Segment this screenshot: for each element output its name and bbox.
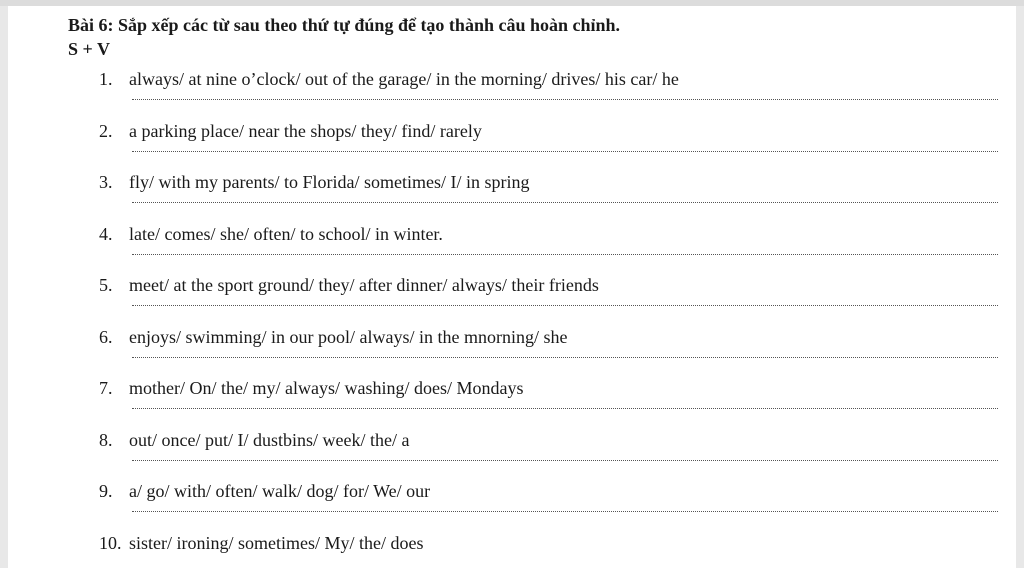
item-number: 9. (99, 481, 113, 501)
item-number: 8. (99, 429, 113, 450)
answer-line (132, 151, 998, 152)
item-prompt: sister/ ironing/ sometimes/ My/ the/ does (129, 532, 424, 553)
item-prompt: meet/ at the sport ground/ they/ after dinner/ always/ their friends (129, 275, 599, 295)
item-prompt: late/ comes/ she/ often/ to school/ in winter. (129, 223, 443, 244)
document-page (8, 6, 1016, 568)
exercise-item-9 (68, 480, 1008, 532)
item-prompt: a/ go/ with/ often/ walk/ dog/ for/ We/ our (129, 481, 431, 501)
exercise-content (68, 14, 1008, 558)
exercise-item-8 (68, 429, 1008, 481)
grammar-formula: S + V (68, 39, 110, 59)
item-prompt: enjoys/ swimming/ in our pool/ always/ in the mnorning/ she (129, 326, 568, 347)
answer-line (132, 511, 998, 512)
item-prompt: mother/ On/ the/ my/ always/ washing/ does/ Mondays (129, 378, 524, 398)
item-number: 4. (99, 223, 113, 244)
exercise-item-3 (68, 171, 1008, 223)
item-number: 1. (99, 69, 113, 89)
item-prompt: fly/ with my parents/ to Florida/ sometimes/ I/ in spring (129, 172, 530, 192)
answer-line (132, 305, 998, 306)
item-number: 3. (99, 172, 113, 192)
item-number: 7. (99, 378, 113, 398)
item-number: 6. (99, 326, 113, 347)
answer-line (132, 99, 998, 100)
exercise-item-6 (68, 326, 1008, 378)
exercise-title: Bài 6: Sắp xếp các từ sau theo thứ tự đúng để tạo thành câu hoàn chỉnh. (68, 15, 621, 35)
item-number: 10. (99, 532, 122, 553)
exercise-item-4 (68, 223, 1008, 275)
exercise-item-7 (68, 377, 1008, 429)
exercise-item-5 (68, 274, 1008, 326)
answer-line (132, 254, 998, 255)
exercise-list (68, 68, 1008, 558)
item-prompt: always/ at nine o’clock/ out of the garage/ in the morning/ drives/ his car/ he (129, 69, 679, 89)
exercise-item-1 (68, 68, 1008, 120)
answer-line (132, 357, 998, 358)
item-number: 5. (99, 275, 113, 295)
item-number: 2. (99, 120, 113, 141)
item-prompt: a parking place/ near the shops/ they/ find/ rarely (129, 120, 482, 141)
answer-line (132, 408, 998, 409)
exercise-item-10 (68, 532, 1008, 558)
exercise-item-2 (68, 120, 1008, 172)
answer-line (132, 202, 998, 203)
item-prompt: out/ once/ put/ I/ dustbins/ week/ the/ a (129, 429, 410, 450)
answer-line (132, 460, 998, 461)
